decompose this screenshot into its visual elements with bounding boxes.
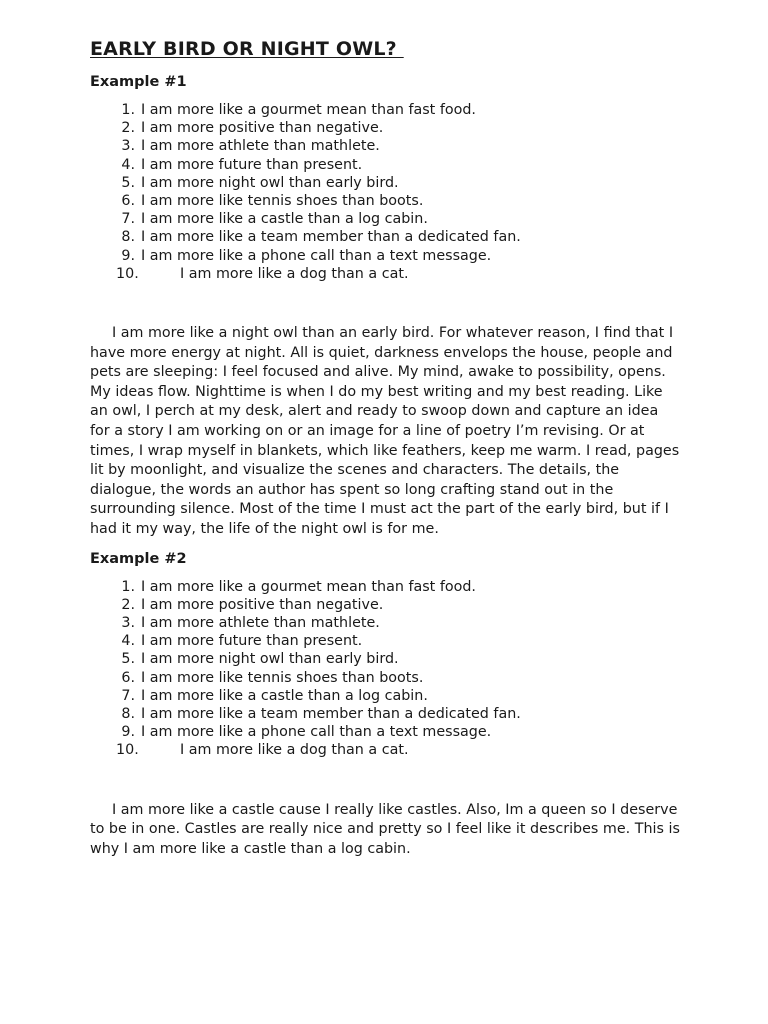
list-item (90, 705, 690, 723)
list-item (90, 578, 690, 596)
list-item-text: I am more like a dog than a cat. (180, 742, 409, 759)
list-item (90, 228, 690, 246)
list-item (90, 174, 690, 192)
list-number: 8. (121, 705, 135, 722)
list-item-text: I am more positive than negative. (141, 596, 384, 613)
list-item (90, 210, 690, 228)
list-number: 5. (121, 651, 135, 668)
essay-paragraph: I am more like a castle cause I really like castles. Also, Im a queen so I deserve to be in one. Castles are really nice and pretty so I feel like it describes me. This is why I am more like a castle than a log cabin. (90, 801, 680, 857)
list-item (90, 137, 690, 155)
list-item (90, 156, 690, 174)
list-item-text: I am more future than present. (141, 633, 363, 650)
numbered-list (90, 578, 690, 760)
list-number: 7. (121, 211, 135, 228)
list-number: 3. (121, 138, 135, 155)
list-item-text: I am more like a phone call than a text message. (141, 247, 492, 264)
list-item (90, 687, 690, 705)
list-item-text: I am more like tennis shoes than boots. (141, 193, 424, 210)
list-item (90, 632, 690, 650)
list-item (90, 247, 690, 265)
list-item (90, 669, 690, 687)
list-item (90, 192, 690, 210)
list-number: 9. (121, 247, 135, 264)
list-item-text: I am more night owl than early bird. (141, 651, 399, 668)
list-number: 1. (121, 578, 135, 595)
list-item-text: I am more like a gourmet mean than fast food. (141, 578, 476, 595)
list-item-text: I am more like tennis shoes than boots. (141, 669, 424, 686)
list-item-text: I am more future than present. (141, 156, 363, 173)
list-item-text: I am more athlete than mathlete. (141, 614, 380, 631)
list-number: 5. (121, 174, 135, 191)
list-number: 10. (116, 742, 139, 759)
list-item-text: I am more positive than negative. (141, 120, 384, 137)
list-item-text: I am more like a gourmet mean than fast food. (141, 102, 476, 118)
document-page (90, 38, 690, 859)
list-item (90, 741, 690, 759)
example-heading: Example #1 (90, 74, 187, 90)
list-item-text: I am more like a dog than a cat. (180, 265, 409, 282)
list-item-text: I am more athlete than mathlete. (141, 138, 380, 155)
list-number: 8. (121, 229, 135, 246)
list-number: 2. (121, 120, 135, 137)
example-section-2 (90, 551, 690, 860)
list-number: 7. (121, 687, 135, 704)
list-number: 3. (121, 614, 135, 631)
essay-paragraph: I am more like a night owl than an early bird. For whatever reason, I find that I have more energy at night. All is quiet, darkness envelops the house, people and pets are sleeping: I feel focused and alive. My mind, awake to possibility, opens. My ideas flow. Nighttime is when I do my best writing and my best reading. Like an owl, I perch at my desk, alert and ready to swoop down and capture an idea for a story I am working on or an image for a line of poetry I’m revising. Or at times, I wrap myself in blankets, which like feathers, keep me warm. I read, pages lit by moonlight, and visualize the scenes and characters. The details, the dialogue, the words an author has spent so long crafting stand out in the surrounding silence. Most of the time I must act the part of the early bird, but if I had it my way, the life of the night owl is for me. (90, 325, 680, 537)
example-heading: Example #2 (90, 550, 187, 567)
list-item (90, 614, 690, 632)
list-number: 4. (121, 156, 135, 173)
list-number: 6. (121, 193, 135, 210)
example-section-1 (90, 74, 690, 540)
list-item-text: I am more like a phone call than a text message. (141, 724, 492, 741)
list-number: 9. (121, 724, 135, 741)
list-item (90, 101, 690, 119)
list-item (90, 650, 690, 668)
document-title: EARLY BIRD OR NIGHT OWL? (90, 38, 404, 60)
list-item-text: I am more like a team member than a dedicated fan. (141, 229, 521, 246)
numbered-list (90, 101, 690, 283)
list-item (90, 596, 690, 614)
list-item (90, 723, 690, 741)
list-number: 1. (121, 102, 135, 118)
list-item (90, 265, 690, 283)
list-item-text: I am more like a castle than a log cabin. (141, 211, 428, 228)
list-number: 6. (121, 669, 135, 686)
list-item-text: I am more like a team member than a dedicated fan. (141, 705, 521, 722)
list-number: 10. (116, 265, 139, 282)
list-item (90, 119, 690, 137)
list-item-text: I am more night owl than early bird. (141, 174, 399, 191)
list-number: 2. (121, 596, 135, 613)
list-item-text: I am more like a castle than a log cabin. (141, 687, 428, 704)
list-number: 4. (121, 633, 135, 650)
